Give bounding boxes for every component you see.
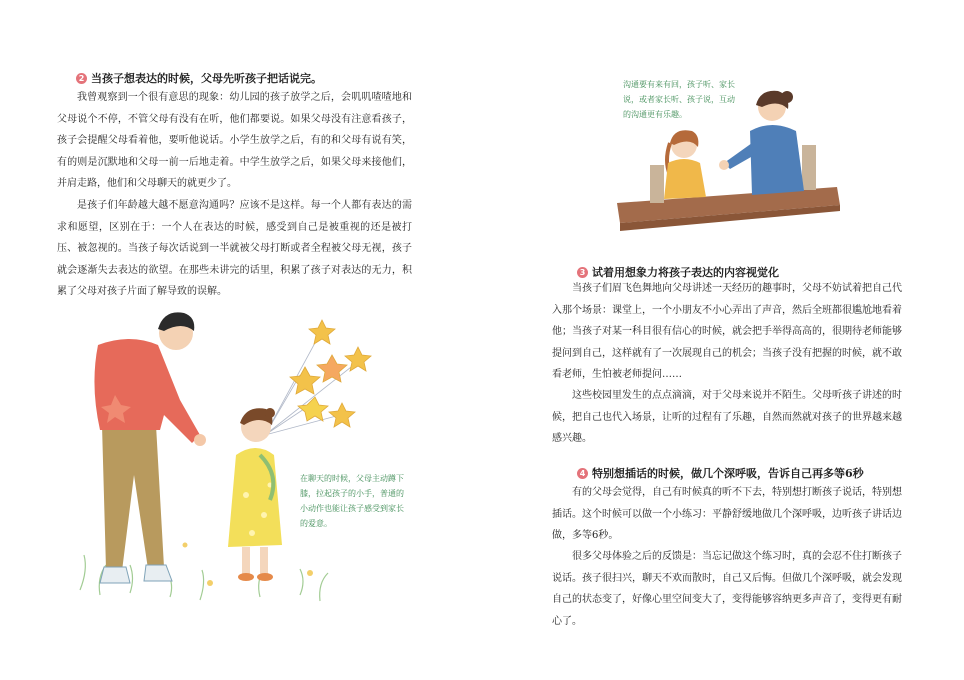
paragraph: 是孩子们年龄越大越不愿意沟通吗？应该不是这样。每一个人都有表达的需求和愿望，区别在于：一个人在表达的时候，感受到自己是被重视的还是被打压、被忽视的。当孩子每次话说到一半就被父母打断或者全程被父母无视，孩子就会逐渐失去表达的欲望。在那些未讲完的话里，积累了孩子对表达的无力，积累了父母对孩子片面了解导致的误解。 xyxy=(57,200,412,297)
father-daughter-illustration xyxy=(60,305,390,625)
section-title: 特别想插话的时候，做几个深呼吸，告诉自己再多等6秒 xyxy=(592,467,864,480)
illustration-caption: 在聊天的时候，父母主动蹲下膝，拉起孩子的小手，普通的小动作也能让孩子感受到家长的爱意。 xyxy=(300,474,404,528)
section-title: 当孩子想表达的时候，父母先听孩子把话说完。 xyxy=(91,72,322,85)
mother-child-illustration xyxy=(612,85,842,245)
section-number-badge: 4 xyxy=(577,468,588,479)
paragraph: 这些校园里发生的点点滴滴，对于父母来说并不陌生。父母听孩子讲述的时候，把自己也代入场景，让听的过程有了乐趣，自然而然就对孩子的世界越来越感兴趣。 xyxy=(552,390,902,444)
right-page xyxy=(482,0,964,680)
section-4-heading xyxy=(577,465,864,481)
illustration-caption: 沟通要有来有回，孩子听、家长说，或者家长听、孩子说，互动的沟通更有乐趣。 xyxy=(623,80,735,119)
section-number-badge: 3 xyxy=(577,267,588,278)
paragraph: 很多父母体验之后的反馈是：当忘记做这个练习时，真的会忍不住打断孩子说话。孩子很扫兴，聊天不欢而散时，自己又后悔。但做几个深呼吸，就会发现自己的状态变了，好像心里空间变大了，变得能够容纳更多声音了，变得更有耐心了。 xyxy=(552,551,902,627)
paragraph: 有的父母会觉得，自己有时候真的听不下去，特别想打断孩子说话，特别想插话。这个时候可以做一个小练习：平静舒缓地做几个深呼吸，边听孩子讲话边做，多等6秒。 xyxy=(552,487,902,541)
paragraph: 我曾观察到一个很有意思的现象：幼儿园的孩子放学之后，会叽叽喳喳地和父母说个不停，不管父母有没有在听，他们都要说。如果父母没有注意看孩子，孩子会提醒父母看着他，要听他说话。小学生放学之后，有的和父母有说有笑，有的则是沉默地和父母一前一后地走着。中学生放学之后，如果父母来接他们，并肩走路，他们和父母聊天的就更少了。 xyxy=(57,92,412,189)
paragraph: 当孩子们眉飞色舞地向父母讲述一天经历的趣事时，父母不妨试着把自己代入那个场景：课堂上，一个小朋友不小心弄出了声音，然后全班都很尴尬地看着他；当孩子对某一科目很有信心的时候，就会把手举得高高的，很期待老师能够提问到自己，这样就有了一次展现自己的机会；当孩子没有把握的时候，就不敢看老师，生怕被老师提问…… xyxy=(552,283,902,380)
section-title: 试着用想象力将孩子表达的内容视觉化 xyxy=(592,266,779,279)
section-number-badge: 2 xyxy=(76,73,87,84)
section-2-heading xyxy=(76,70,322,86)
